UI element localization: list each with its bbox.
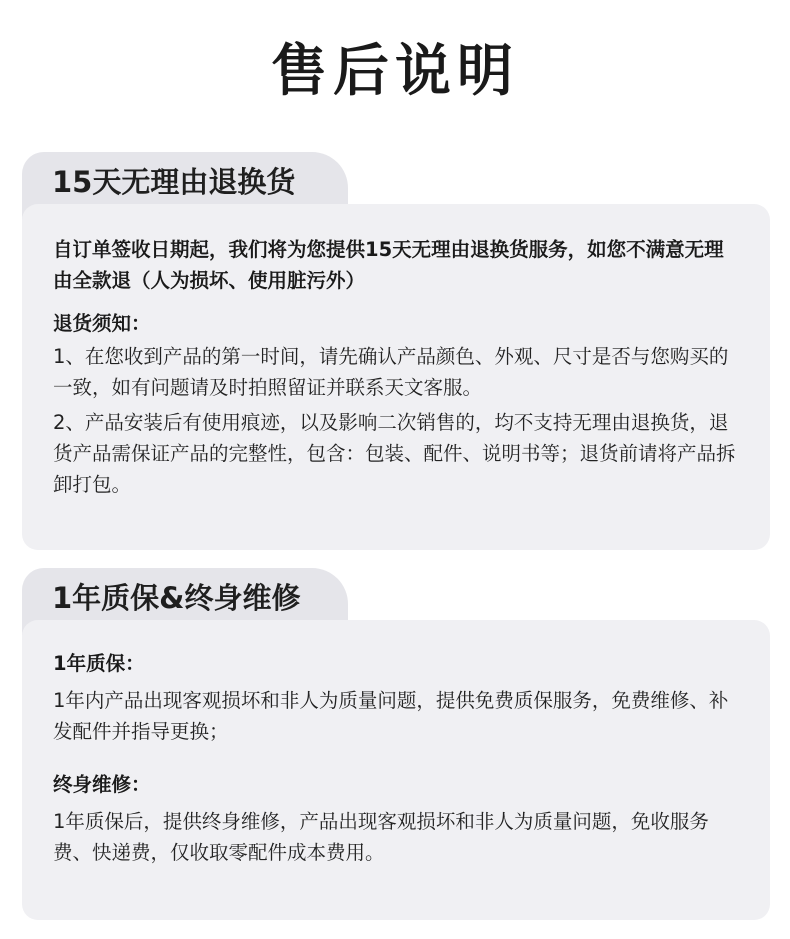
return-policy-intro: 自订单签收日期起，我们将为您提供15天无理由退换货服务，如您不满意无理由全款退（人为损坏、使用脏污外） <box>53 238 724 292</box>
return-policy-section <box>22 152 770 550</box>
warranty-section <box>22 568 770 920</box>
return-notice-heading: 退货须知： <box>53 312 151 335</box>
lifetime-repair-heading: 终身维修： <box>53 773 151 796</box>
return-policy-card <box>22 204 770 550</box>
page-title: 售后说明 <box>271 39 519 104</box>
return-notice-item-2: 2、产品安装后有使用痕迹，以及影响二次销售的，均不支持无理由退换货，退货产品需保证产品的完整性，包含：包装、配件、说明书等；退货前请将产品拆卸打包。 <box>53 411 736 496</box>
warranty-heading: 1年质保： <box>53 652 145 675</box>
warranty-text: 1年内产品出现客观损坏和非人为质量问题，提供免费质保服务，免费维修、补发配件并指导更换； <box>53 689 729 743</box>
lifetime-repair-text: 1年质保后，提供终身维修，产品出现客观损坏和非人为质量问题，免收服务费、快递费，仅收取零配件成本费用。 <box>53 810 709 864</box>
return-policy-tab-label: 15天无理由退换货 <box>52 165 296 199</box>
warranty-tab-label: 1年质保&终身维修 <box>52 581 301 615</box>
return-notice-item-1: 1、在您收到产品的第一时间，请先确认产品颜色、外观、尺寸是否与您购买的一致，如有问题请及时拍照留证并联系天文客服。 <box>53 345 729 399</box>
warranty-card <box>22 620 770 920</box>
